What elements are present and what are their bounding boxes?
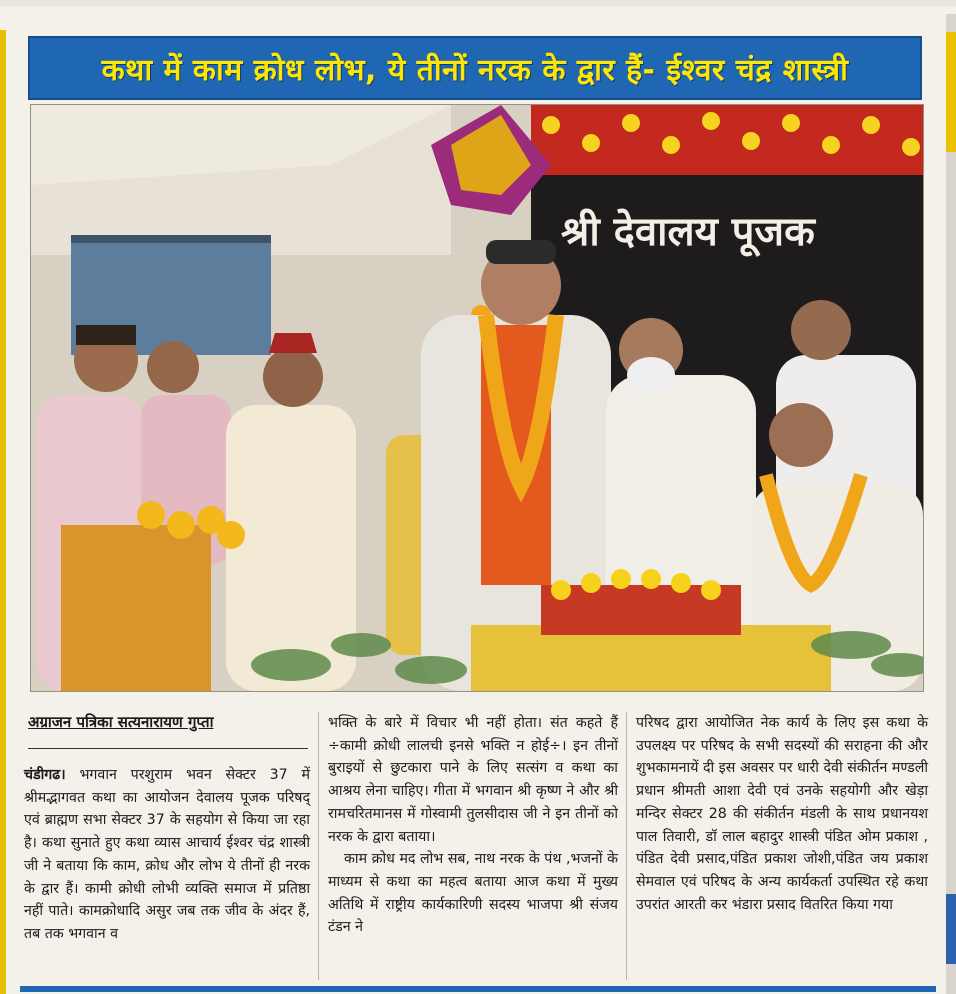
news-photo <box>30 104 924 692</box>
article-paragraph: काम क्रोध मद लोभ सब, नाथ नरक के पंथ ,भजनों के माध्यम से कथा का महत्व बताया आज कथा में मुख्य अतिथि में राष्ट्रीय कार्यकारिणी सदस्य भाजपा श्री संजय टंडन ने <box>328 851 618 936</box>
article-column-1 <box>24 764 310 946</box>
article-column-2 <box>328 712 618 939</box>
page-bottom-bar <box>20 986 936 992</box>
page-edge-right <box>946 14 956 994</box>
column-divider <box>318 712 319 980</box>
article-paragraph <box>24 764 310 946</box>
article-text: भगवान परशुराम भवन सेक्टर 37 में श्रीमद्भागवत कथा का आयोजन देवालय पूजक परिषद् एवं ब्राह्मण सभा सेक्टर 37 के सहयोग से किया जा रहा है। कथा सुनाते हुए कथा व्यास आचार्य ईश्वर चंद्र शास्त्री जी ने बताया कि काम, क्रोध और लोभ ये तीनों ही नरक के द्वार हैं। कामी क्रोधी लोभी व्यक्ति समाज में प्रतिष्ठा नहीं पाते। कामक्रोधादि असुर जब तक जीव के अंदर हैं, तब तक भगवान व <box>24 767 310 942</box>
article-paragraph: भक्ति के बारे में विचार भी नहीं होता। संत कहते हैं ÷कामी क्रोधी लालची इनसे भक्ति न होई÷। इन तीनों बुराइयों से छुटकारा पाने के लिए सत्संग व कथा का आश्रय लेना चाहिए। गीता में भगवान श्री कृष्ण ने और श्री रामचरितमानस में गोस्वामी तुलसीदास जी ने इन तीनों को नरक के द्वारा बताया। <box>328 715 618 845</box>
headline-banner <box>28 36 922 100</box>
headline-text: कथा में काम क्रोध लोभ, ये तीनों नरक के द्वार हैं- ईश्वर चंद्र शास्त्री <box>101 52 849 88</box>
column-divider <box>626 712 627 980</box>
dateline: चंडीगढ। <box>24 767 66 783</box>
page-edge-left <box>0 30 6 994</box>
byline-rule <box>28 748 308 749</box>
article-column-3 <box>636 712 928 916</box>
byline: अग्राजन पत्रिका सत्यनारायण गुप्ता <box>28 713 214 731</box>
backdrop-banner-text: श्री देवालय पूजक <box>561 209 815 255</box>
article-paragraph: परिषद द्वारा आयोजित नेक कार्य के लिए इस कथा के उपलक्ष्य पर परिषद के सभी सदस्यों की सराहना की और शुभकामनायें दी इस अवसर पर धारी देवी संकीर्तन मण्डली प्रधान श्रीमती आशा देवी एवं उनके सहयोगी और खेड़ा मन्दिर सेक्टर 28 की संकीर्तन मंडली के साथ प्रधानयश पाल तिवारी, डॉ लाल बहादुर शास्त्री पंडित ओम प्रकाश , पंडित देवी प्रसाद,पंडित प्रकाश जोशी,पंडित जय प्रकाश सेमवाल एवं परिषद के अन्य कार्यकर्ता उपस्थित रहे कथा उपरांत आरती कर भंडारा प्रसाद वितरित किया गया <box>636 715 928 913</box>
page-top-rule <box>0 0 956 6</box>
